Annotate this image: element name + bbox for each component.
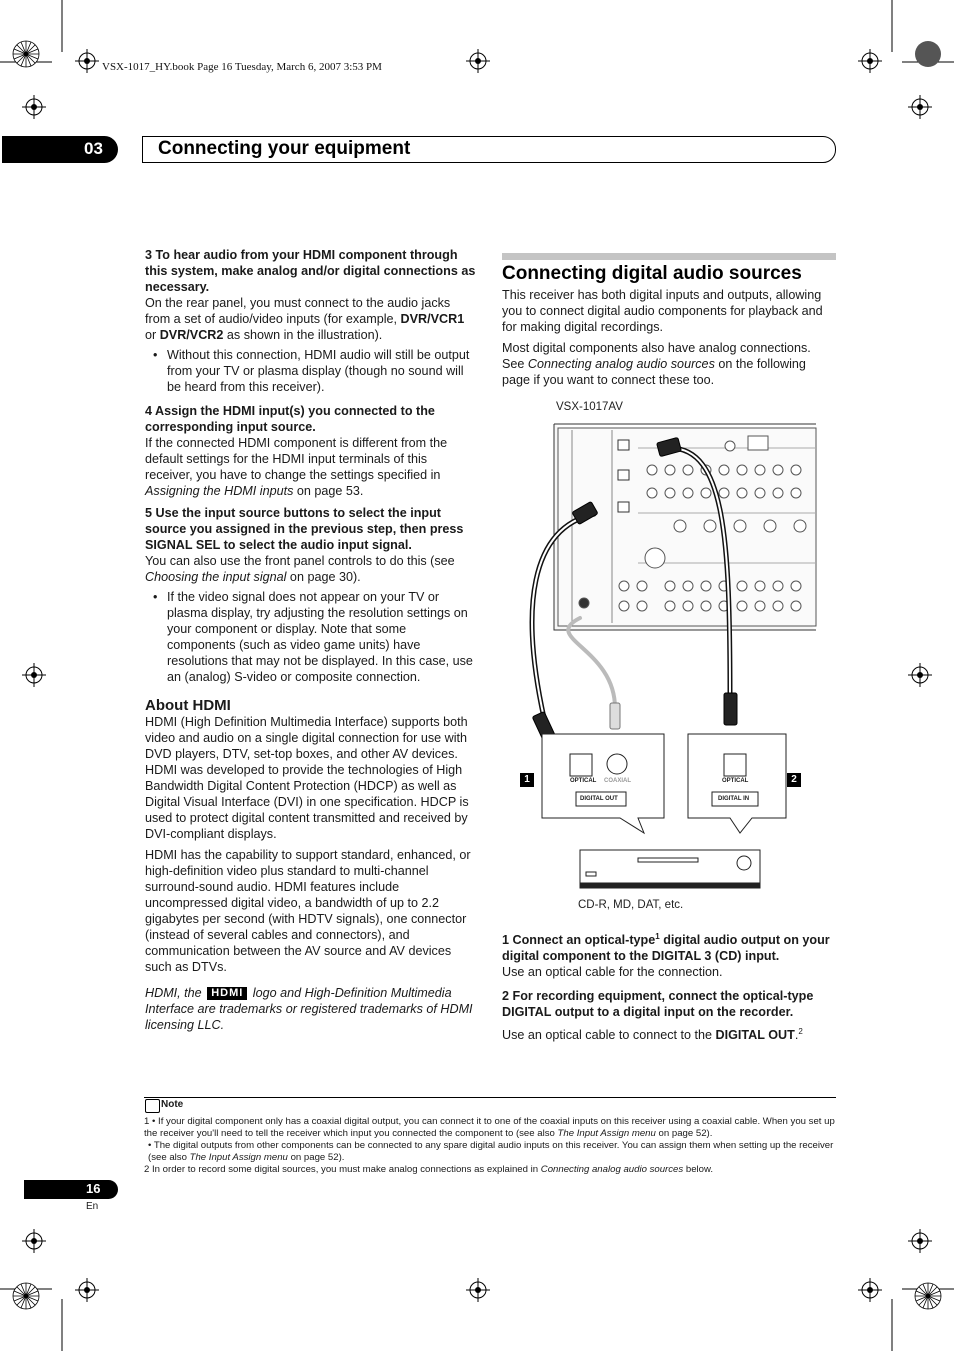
digital-out-label: DIGITAL OUT (580, 796, 618, 802)
step3-heading: 3 To hear audio from your HDMI component through this system, make analog and/or digital connections as necessary. (145, 248, 476, 294)
about-hdmi-heading: About HDMI (145, 697, 231, 714)
page-tab (24, 1180, 118, 1199)
step1-heading: 1 Connect an optical-type$^1$ digital audio output on your digital component to the DIGITAL 3 (CD) input. (502, 932, 830, 964)
intro-p2: Most digital components also have analog connections. See Connecting analog audio sources on the following page if you want to connect these too. (502, 341, 811, 387)
footnote-1b: • The digital outputs from other components can be connected to any spare digital audio inputs on this receiver. You can assign them when setting up the receiver (see also The Input Assign menu on page 52). (148, 1140, 834, 1163)
page-number: 16 (86, 1181, 101, 1196)
note-divider (144, 1097, 836, 1098)
chapter-title: Connecting your equipment (158, 138, 411, 159)
intro-p1: This receiver has both digital inputs and outputs, allowing you to connect digital audio components for playback and for making digital recordings. (502, 288, 823, 334)
hdmi-logo: HDMI (207, 987, 247, 1000)
step1-text: Use an optical cable for the connection. (502, 965, 723, 980)
coaxial-label: COAXIAL (604, 778, 631, 784)
receiver-rear-panel (554, 424, 816, 630)
print-header: VSX-1017_HY.book Page 16 Tuesday, March 6, 2007 3:53 PM (102, 61, 382, 73)
step5-bullet: • If the video signal does not appear on your TV or plasma display, try adjusting the resolution settings on your component or display. Note that some components (such as video game units) have resolutions that may not be displayed. In this case, use an (analog) S-video or composite connection. (145, 589, 478, 685)
step4-heading: 4 Assign the HDMI input(s) you connected to the corresponding input source. (145, 404, 435, 434)
badge-2: 2 (787, 773, 801, 787)
step3-text: On the rear panel, you must connect to the audio jacks from a set of audio/video inputs (for example, DVR/VCR1 or DVR/VCR2 as shown in the illustration). (145, 296, 465, 342)
right-steps (502, 929, 836, 1043)
about-hdmi-p1: HDMI (High Definition Multimedia Interface) supports both video and audio on a single digital connection for use with DVD players, DTV, set-top boxes, and other AV devices. HDMI was developed to provide the technologies of High Bandwidth Digital Content Protection (HDCP) as well as Digital Visual Interface (DVI) in one specification. HDCP is used to protect digital content transmitted and received by DVI-compliant displays. (145, 715, 469, 841)
badge-1: 1 (520, 773, 534, 787)
section-bar (502, 253, 836, 260)
receiver-label: VSX-1017AV (556, 401, 623, 413)
footnote-1: 1 • If your digital component only has a coaxial digital output, you can connect it to one of the coaxial inputs on this receiver using a coaxial cable. When you set up the receiver you'll need to tell the receiver which input you connected the component to (see also The Input Assign menu on page 52). (144, 1116, 835, 1139)
step3-bullet: • Without this connection, HDMI audio will still be output from your TV or plasma display (though no sound will be heard from this receiver). (145, 347, 478, 395)
device-label: CD-R, MD, DAT, etc. (578, 899, 684, 911)
left-column (145, 247, 478, 1033)
about-hdmi-p2: HDMI has the capability to support standard, enhanced, or high-definition video plus standard to multi-channel surround-sound audio. HDMI features include uncompressed digital video, a bandwidth of up to 2.2 gigabytes per second (with HDTV signals), one connector (instead of several cables and connectors), and communication between the AV source and AV devices such as DTVs. (145, 848, 471, 974)
note-label: Note (161, 1099, 184, 1110)
step5-text: You can also use the front panel controls to do this (see Choosing the input signal on page 30). (145, 554, 455, 584)
note-pencil-icon (145, 1099, 160, 1113)
recorder-device (580, 850, 760, 888)
digital-in-label: DIGITAL IN (718, 796, 750, 802)
optical-label-1: OPTICAL (570, 778, 597, 784)
section-title: Connecting digital audio sources (502, 263, 802, 284)
trademark-note: HDMI, the HDMI logo and High-Definition Multimedia Interface are trademarks or registered trademarks of HDMI licensing LLC. (145, 986, 473, 1032)
optical-label-2: OPTICAL (722, 778, 749, 784)
chapter-number: 03 (84, 139, 103, 158)
page-language: En (86, 1201, 99, 1212)
right-intro (502, 287, 836, 388)
footnotes (144, 1116, 836, 1176)
footnote-2: 2 In order to record some digital sources, you must make analog connections as explained in Connecting analog audio sources below. (144, 1164, 714, 1175)
step2-text: Use an optical cable to connect to the DIGITAL OUT.$^2$ (502, 1027, 803, 1043)
step5-heading: 5 Use the input source buttons to select the input source you assigned in the previous step, then press SIGNAL SEL to select the audio input signal. (145, 506, 464, 552)
connection-diagram (520, 418, 820, 898)
step4-text: If the connected HDMI component is different from the default settings for the HDMI input terminals of this receiver, you have to change the settings specified in Assigning the HDMI inputs on page 53. (145, 436, 448, 498)
step2-heading: 2 For recording equipment, connect the optical-type DIGITAL output to a digital input on the recorder. (502, 989, 814, 1020)
